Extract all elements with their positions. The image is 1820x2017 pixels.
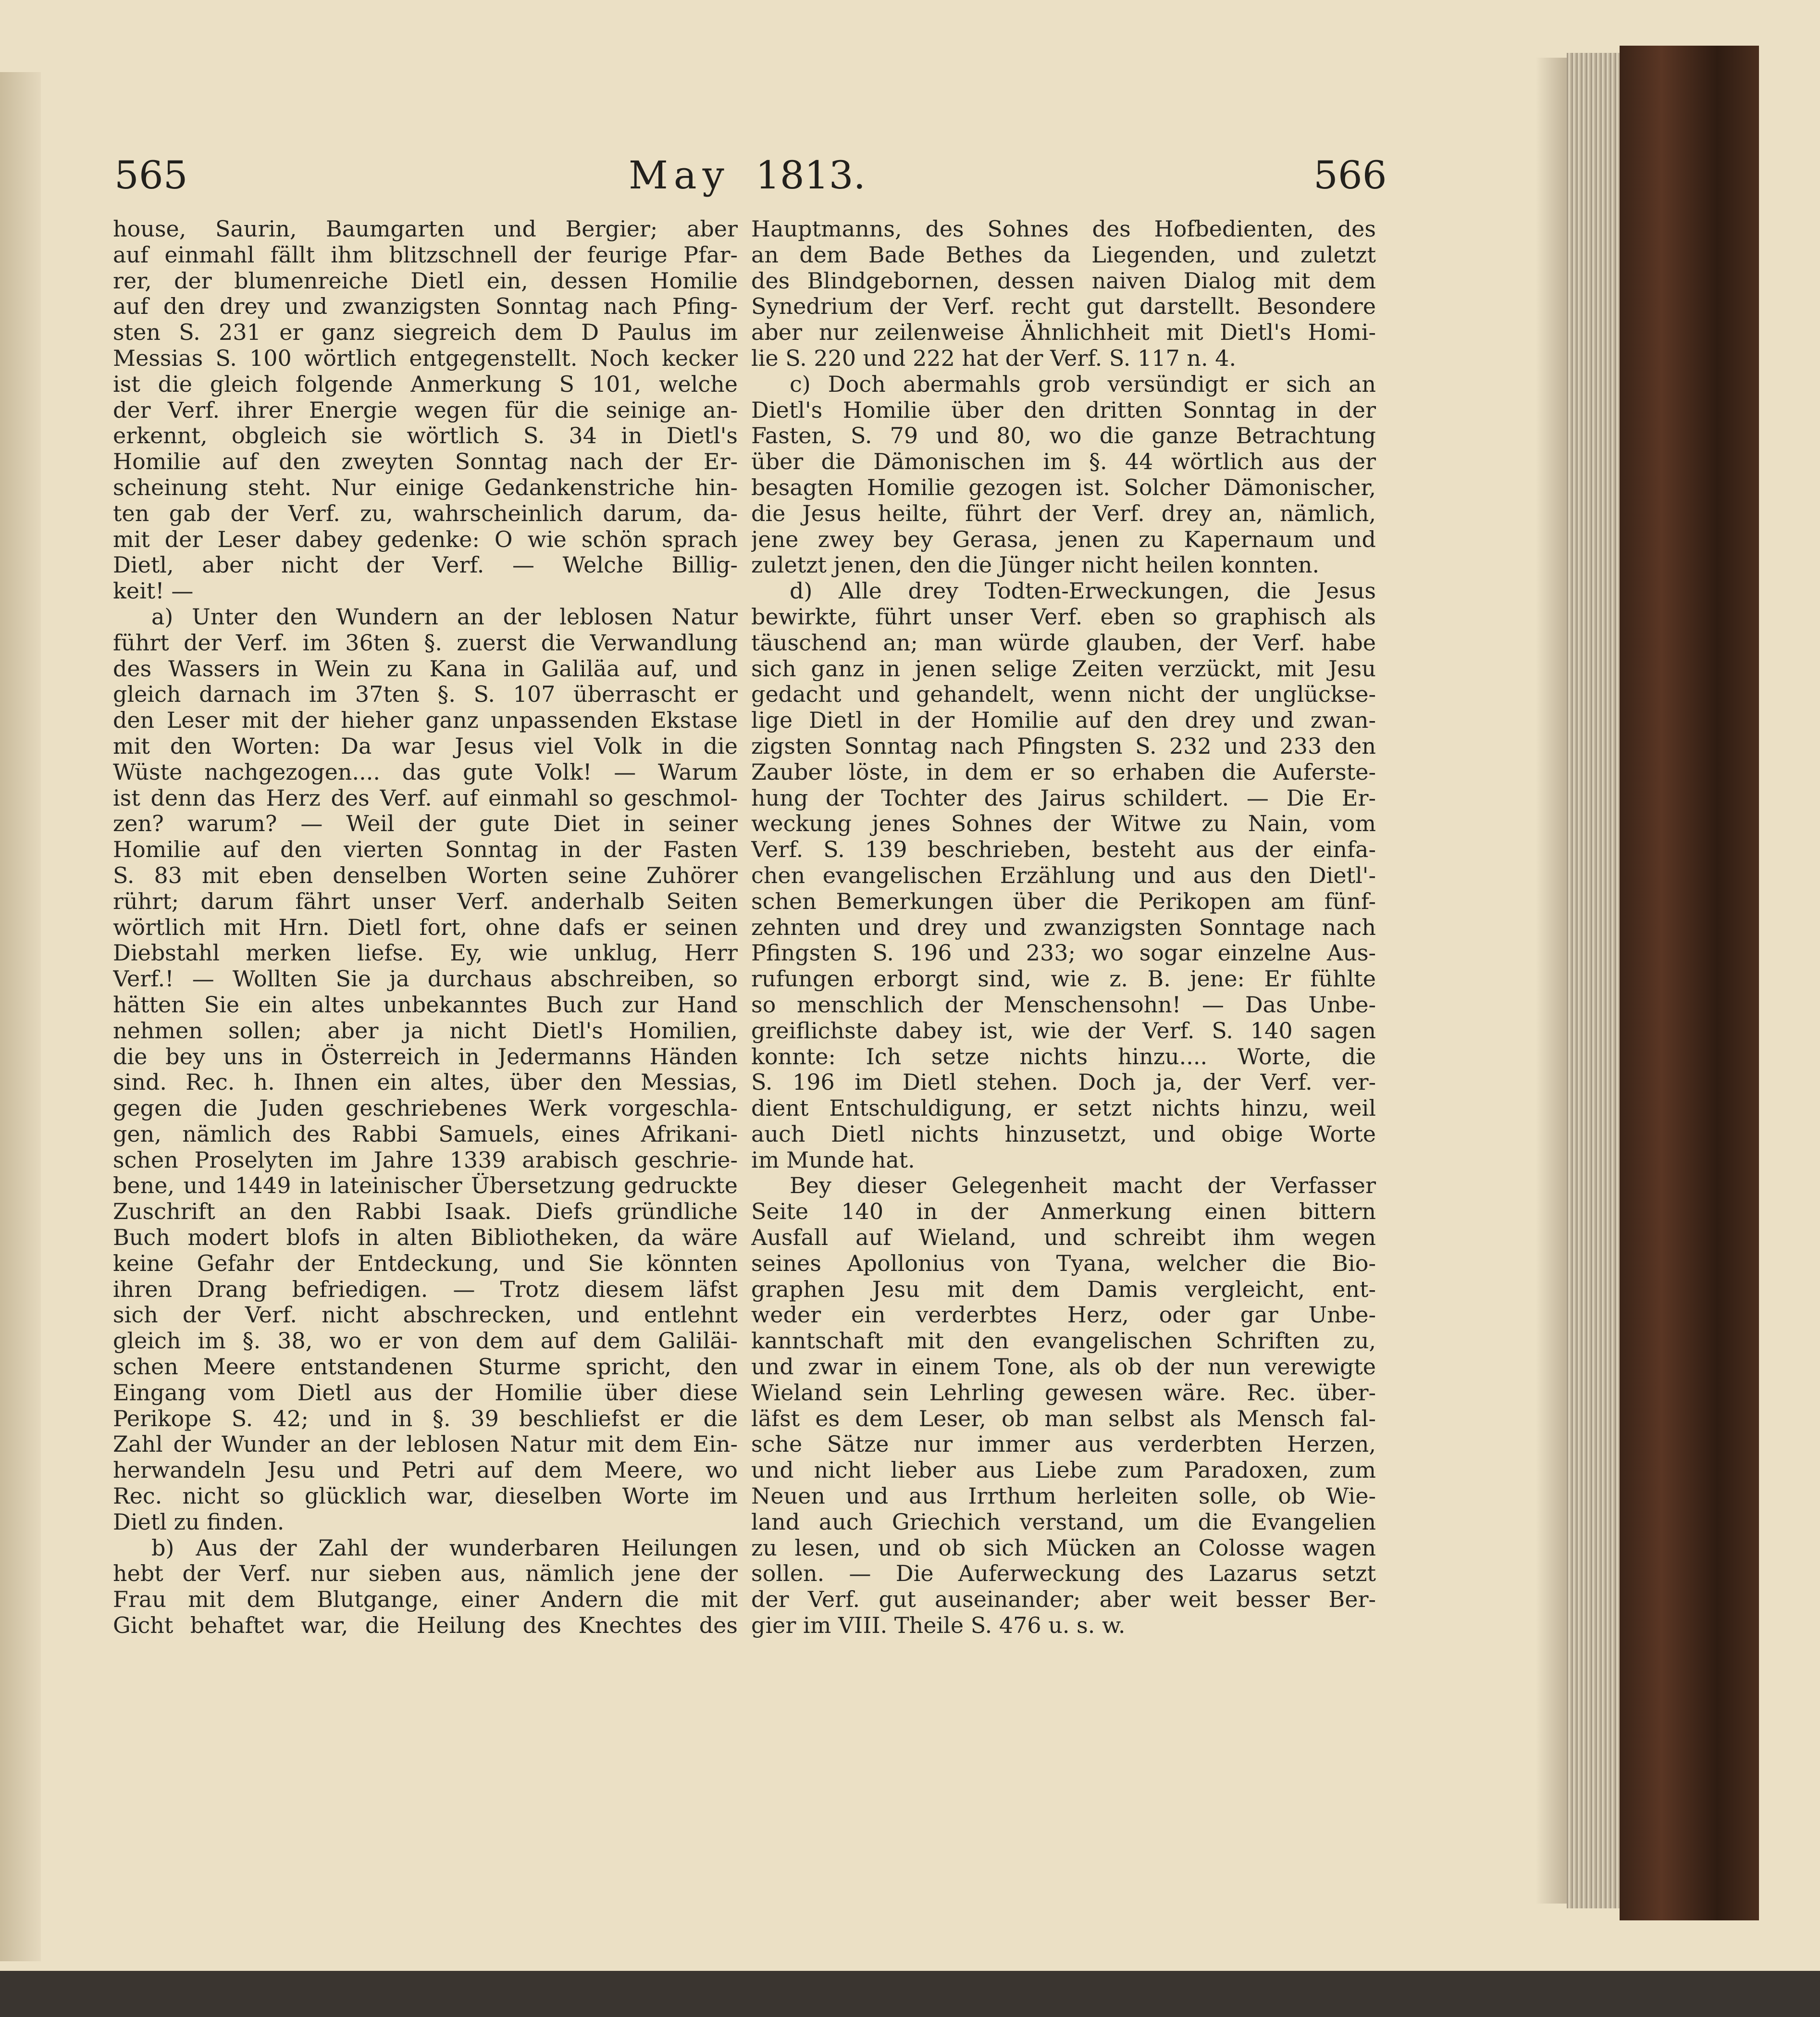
- text-line: sich der Verf. nicht abschrecken, und entlehnt: [113, 1302, 738, 1328]
- text-line: Buch modert blofs in alten Bibliotheken, da wäre: [113, 1225, 738, 1251]
- text-line: des Wassers in Wein zu Kana in Galiläa auf, und: [113, 656, 738, 682]
- text-line: den Leser mit der hieher ganz unpassenden Ekstase: [113, 708, 738, 734]
- text-line: Zauber löste, in dem er so erhaben die Auferste-: [751, 759, 1376, 785]
- text-line: hebt der Verf. nur sieben aus, nämlich jene der: [113, 1561, 738, 1587]
- text-line: Seite 140 in der Anmerkung einen bittern: [751, 1199, 1376, 1225]
- text-line: Homilie auf den vierten Sonntag in der Fasten: [113, 837, 738, 863]
- text-line: keit! —: [113, 578, 194, 604]
- text-line: wörtlich mit Hrn. Dietl fort, ohne dafs er seinen: [113, 914, 738, 940]
- text-line: gegen die Juden geschriebenes Werk vorgeschla-: [113, 1096, 738, 1121]
- text-line: bene, und 1449 in lateinischer Übersetzung gedruckte: [113, 1173, 738, 1199]
- page-block-edge: [1567, 53, 1620, 1908]
- text-line: seines Apollonius von Tyana, welcher die Bio-: [751, 1250, 1376, 1276]
- text-line: weckung jenes Sohnes der Witwe zu Nain, vom: [751, 811, 1376, 837]
- text-line: kanntschaft mit den evangelischen Schriften zu,: [751, 1328, 1376, 1354]
- text-line: zigsten Sonntag nach Pfingsten S. 232 und 233 den: [751, 733, 1376, 759]
- text-line: gedacht und gehandelt, wenn nicht der unglückse-: [751, 682, 1376, 708]
- text-line: ist denn das Herz des Verf. auf einmahl so geschmol-: [113, 785, 738, 811]
- text-line: Wüste nachgezogen.... das gute Volk! — Warum: [113, 759, 738, 785]
- book-cover-edge: [1620, 46, 1759, 1920]
- text-line: die Jesus heilte, führt der Verf. drey an, nämlich,: [751, 500, 1376, 526]
- text-line: der Verf. ihrer Energie wegen für die seinige an-: [113, 397, 738, 423]
- text-line: rührt; darum fährt unser Verf. anderhalb Seiten: [113, 888, 738, 914]
- text-line: Dietl zu finden.: [113, 1509, 285, 1535]
- text-line: Perikope S. 42; und in §. 39 beschliefst er die: [113, 1406, 738, 1432]
- text-line: rer, der blumenreiche Dietl ein, dessen Homilie: [113, 268, 738, 294]
- text-line: herwandeln Jesu und Petri auf dem Meere, wo: [113, 1457, 738, 1483]
- text-line: zu lesen, und ob sich Mücken an Colosse wagen: [751, 1535, 1376, 1561]
- text-line: d) Alle drey Todten-Erweckungen, die Jesus: [790, 578, 1376, 604]
- text-line: nehmen sollen; aber ja nicht Dietl's Homilien,: [113, 1018, 738, 1044]
- text-column-right: [751, 216, 1376, 1755]
- text-line: Eingang vom Dietl aus der Homilie über diese: [113, 1380, 738, 1406]
- text-line: scheinung steht. Nur einige Gedankenstriche hin-: [113, 474, 738, 500]
- text-line: täuschend an; man würde glauben, der Verf. habe: [751, 630, 1376, 656]
- text-line: zehnten und drey und zwanzigsten Sonntage nach: [751, 914, 1376, 940]
- text-line: sche Sätze nur immer aus verderbten Herzen,: [751, 1432, 1376, 1457]
- text-line: führt der Verf. im 36ten §. zuerst die Verwandlung: [113, 630, 738, 656]
- text-line: mit der Leser dabey gedenke: O wie schön sprach: [113, 526, 738, 552]
- text-line: gen, nämlich des Rabbi Samuels, eines Afrikani-: [113, 1121, 738, 1147]
- text-line: gier im VIII. Theile S. 476 u. s. w.: [751, 1613, 1126, 1639]
- text-line: Pfingsten S. 196 und 233; wo sogar einzelne Aus-: [751, 940, 1376, 966]
- text-line: mit den Worten: Da war Jesus viel Volk in die: [113, 733, 738, 759]
- scan-background: [0, 1971, 1820, 2017]
- text-line: Messias S. 100 wörtlich entgegenstellt. Noch kecker: [113, 345, 738, 371]
- text-line: Frau mit dem Blutgange, einer Andern die mit: [113, 1587, 738, 1613]
- text-line: Homilie auf den zweyten Sonntag nach der Er-: [113, 449, 738, 475]
- text-line: die bey uns in Österreich in Jedermanns Händen: [113, 1044, 738, 1070]
- text-line: ist die gleich folgende Anmerkung S 101, welche: [113, 371, 738, 397]
- text-line: sich ganz in jenen selige Zeiten verzückt, mit Jesu: [751, 656, 1376, 682]
- text-line: an dem Bade Bethes da Liegenden, und zuletzt: [751, 242, 1376, 268]
- text-line: Gicht behaftet war, die Heilung des Knechtes des: [113, 1613, 738, 1639]
- text-line: hätten Sie ein altes unbekanntes Buch zur Hand: [113, 992, 738, 1018]
- text-line: schen Bemerkungen über die Perikopen am fünf-: [751, 888, 1376, 914]
- text-line: sind. Rec. h. Ihnen ein altes, über den Messias,: [113, 1070, 738, 1096]
- text-line: im Munde hat.: [751, 1147, 915, 1173]
- text-line: und nicht lieber aus Liebe zum Paradoxen, zum: [751, 1457, 1376, 1483]
- text-line: zen? warum? — Weil der gute Diet in seiner: [113, 811, 738, 837]
- text-line: c) Doch abermahls grob versündigt er sich an: [790, 371, 1376, 397]
- text-line: besagten Homilie gezogen ist. Solcher Dämonischer,: [751, 474, 1376, 500]
- text-line: ihren Drang befriedigen. — Trotz diesem läfst: [113, 1276, 738, 1302]
- text-line: Verf. S. 139 beschrieben, besteht aus der einfa-: [751, 837, 1376, 863]
- text-line: gleich darnach im 37ten §. S. 107 überrascht er: [113, 682, 738, 708]
- text-line: auf den drey und zwanzigsten Sonntag nach Pfing-: [113, 294, 738, 320]
- text-line: Zuschrift an den Rabbi Isaak. Diefs gründliche: [113, 1199, 738, 1225]
- text-line: zuletzt jenen, den die Jünger nicht heilen konnten.: [751, 552, 1320, 578]
- text-line: ten gab der Verf. zu, wahrscheinlich darum, da-: [113, 500, 738, 526]
- text-line: auch Dietl nichts hinzusetzt, und obige Worte: [751, 1121, 1376, 1147]
- text-line: gleich im §. 38, wo er von dem auf dem Galiläi-: [113, 1328, 738, 1354]
- text-line: läfst es dem Leser, ob man selbst als Mensch fal-: [751, 1406, 1376, 1432]
- text-line: Zahl der Wunder an der leblosen Natur mit dem Ein-: [113, 1432, 738, 1457]
- text-line: Rec. nicht so glücklich war, dieselben Worte im: [113, 1483, 738, 1509]
- text-line: konnte: Ich setze nichts hinzu.... Worte, die: [751, 1044, 1376, 1070]
- running-head-month: May: [629, 153, 730, 198]
- text-line: über die Dämonischen im §. 44 wörtlich aus der: [751, 449, 1376, 475]
- text-line: rufungen erborgt sind, wie z. B. jene: Er fühlte: [751, 966, 1376, 992]
- text-line: Verf.! — Wollten Sie ja durchaus abschreiben, so: [113, 966, 738, 992]
- text-line: schen Proselyten im Jahre 1339 arabisch geschrie-: [113, 1147, 738, 1173]
- text-line: bewirkte, führt unser Verf. eben so graphisch als: [751, 604, 1376, 630]
- text-line: hung der Tochter des Jairus schildert. — Die Er-: [751, 785, 1376, 811]
- text-line: Neuen und aus Irrthum herleiten solle, ob Wie-: [751, 1483, 1376, 1509]
- text-line: schen Meere entstandenen Sturme spricht, den: [113, 1354, 738, 1380]
- running-head-year: 1813.: [755, 153, 866, 198]
- text-line: keine Gefahr der Entdeckung, und Sie könnten: [113, 1250, 738, 1276]
- text-line: auf einmahl fällt ihm blitzschnell der feurige Pfar-: [113, 242, 738, 268]
- text-line: Wieland sein Lehrling gewesen wäre. Rec. über-: [751, 1380, 1376, 1406]
- text-line: dient Entschuldigung, er setzt nichts hinzu, weil: [751, 1096, 1376, 1121]
- text-line: a) Unter den Wundern an der leblosen Natur: [151, 604, 738, 630]
- page-number-right: 566: [1313, 153, 1387, 198]
- text-line: b) Aus der Zahl der wunderbaren Heilungen: [151, 1535, 738, 1561]
- text-line: sten S. 231 er ganz siegreich dem D Paulus im: [113, 320, 738, 346]
- text-line: Diebstahl merken liefse. Ey, wie unklug, Herr: [113, 940, 738, 966]
- text-line: erkennt, obgleich sie wörtlich S. 34 in Dietl's: [113, 423, 738, 449]
- page-number-left: 565: [114, 153, 188, 198]
- text-line: der Verf. gut auseinander; aber weit besser Ber-: [751, 1587, 1376, 1613]
- text-line: aber nur zeilenweise Ähnlichheit mit Dietl's Homi-: [751, 320, 1376, 346]
- text-line: Ausfall auf Wieland, und schreibt ihm wegen: [751, 1225, 1376, 1251]
- text-line: S. 196 im Dietl stehen. Doch ja, der Verf. ver-: [751, 1070, 1376, 1096]
- left-page-edge: [0, 72, 41, 1961]
- text-line: S. 83 mit eben denselben Worten seine Zuhörer: [113, 862, 738, 888]
- text-line: Synedrium der Verf. recht gut darstellt. Besondere: [751, 294, 1376, 320]
- text-line: Dietl, aber nicht der Verf. — Welche Billig-: [113, 552, 738, 578]
- text-line: chen evangelischen Erzählung und aus den Dietl'-: [751, 862, 1376, 888]
- text-line: Dietl's Homilie über den dritten Sonntag in der: [751, 397, 1376, 423]
- text-line: land auch Griechich verstand, um die Evangelien: [751, 1509, 1376, 1535]
- text-line: lige Dietl in der Homilie auf den drey und zwan-: [751, 708, 1376, 734]
- text-line: greiflichste dabey ist, wie der Verf. S. 140 sagen: [751, 1018, 1376, 1044]
- text-line: des Blindgebornen, dessen naiven Dialog mit dem: [751, 268, 1376, 294]
- text-line: Fasten, S. 79 und 80, wo die ganze Betrachtung: [751, 423, 1376, 449]
- text-column-left: [113, 216, 738, 1755]
- text-line: lie S. 220 und 222 hat der Verf. S. 117 n. 4.: [751, 345, 1237, 371]
- text-line: sollen. — Die Auferweckung des Lazarus setzt: [751, 1561, 1376, 1587]
- text-line: jene zwey bey Gerasa, jenen zu Kapernaum und: [751, 526, 1376, 552]
- text-line: Hauptmanns, des Sohnes des Hofbedienten, des: [751, 216, 1376, 242]
- text-line: house, Saurin, Baumgarten und Bergier; aber: [113, 216, 738, 242]
- text-line: weder ein verderbtes Herz, oder gar Unbe-: [751, 1302, 1376, 1328]
- text-line: und zwar in einem Tone, als ob der nun verewigte: [751, 1354, 1376, 1380]
- page-curl-shadow: [1535, 58, 1567, 1904]
- text-line: so menschlich der Menschensohn! — Das Unbe-: [751, 992, 1376, 1018]
- text-line: Bey dieser Gelegenheit macht der Verfasser: [790, 1173, 1376, 1199]
- text-line: graphen Jesu mit dem Damis vergleicht, ent-: [751, 1276, 1376, 1302]
